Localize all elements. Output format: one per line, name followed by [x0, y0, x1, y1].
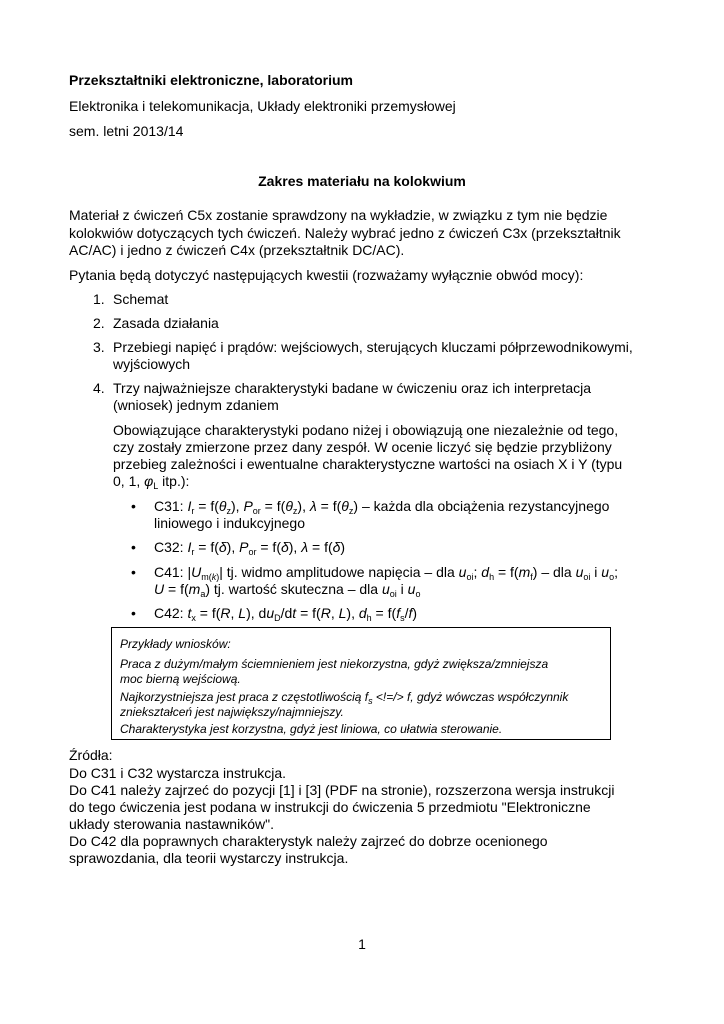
semester-label: sem. letni 2013/14 — [69, 123, 184, 139]
example-line: Najkorzystniejsza jest praca z częstotliwością $f_s$ <!=/> f, gdyż wówczas współczynnik — [120, 690, 569, 706]
list-item: Zasada działania — [113, 315, 219, 331]
page-number: 1 — [358, 936, 366, 952]
bullet-c31: C31: $I_r = f(\theta_z)$, $P_{or} = f(\theta_z)$, $\lambda = f(\theta_z)$ – każda dla obciążenia rezystancyjnego — [154, 498, 610, 516]
bullet-c41: C41: $|U_{m(k)}|$ tj. widmo amplitudowe napięcia – dla $u_{oi}$; $d_h = f(m_f)$ – dla $u_{oi}$ i $u_o$; — [154, 564, 618, 582]
bullet-c41-continued: $U = f(m_a)$ tj. wartość skuteczna – dla $u_{oi}$ i $u_o$ — [154, 581, 421, 599]
examples-title: Przykłady wniosków: — [120, 637, 231, 651]
list-number: 1. — [93, 291, 105, 307]
sources-line: Do C42 dla poprawnych charakterystyk należy zajrzeć do dobrze ocenionego — [69, 833, 548, 849]
list-item-continued: wyjściowych — [113, 356, 191, 372]
list-item: Schemat — [113, 291, 169, 307]
example-line: Praca z dużym/małym ściemnieniem jest niekorzystna, gdyż zwiększa/zmniejsza — [120, 657, 549, 671]
sources-line: sprawozdania, dla teorii wystarczy instrukcja. — [69, 850, 349, 866]
sources-line: do tego ćwiczenia jest podana w instrukcji do ćwiczenia 5 przedmiotu "Elektroniczne — [69, 799, 591, 815]
note-line-1: Obowiązujące charakterystyki podano niżej i obowiązują one niezależnie od tego, — [113, 422, 619, 438]
document-subtitle: Elektronika i telekomunikacja, Układy elektroniki przemysłowej — [69, 98, 456, 114]
sources-line: układy sterowania nastawników". — [69, 816, 274, 832]
list-item: Trzy najważniejsze charakterystyki badane w ćwiczeniu oraz ich interpretacja — [113, 380, 592, 396]
example-line: Charakterystyka jest korzystna, gdyż jest liniowa, co ułatwia sterowanie. — [120, 722, 503, 736]
note-line-4: 0, 1, $\varphi_L$ itp.): — [113, 473, 190, 491]
note-line-2: czy zostały zmierzone przez dany zespół. W ocenie liczyć się będzie przybliżony — [113, 439, 612, 455]
bullet-dot: • — [131, 539, 136, 555]
list-number: 2. — [93, 315, 105, 331]
example-line: moc bierną wejściową. — [120, 672, 241, 686]
note-line-3: przebieg zależności i ewentualne charakterystyczne wartości na osiach X i Y (typu — [113, 456, 623, 472]
section-heading: Zakres materiału na kolokwium — [258, 173, 466, 189]
document-title: Przekształtniki elektroniczne, laboratorium — [69, 72, 353, 88]
list-number: 4. — [93, 380, 105, 396]
questions-intro: Pytania będą dotyczyć następujących kwestii (rozważamy wyłącznie obwód mocy): — [69, 267, 584, 283]
sources-line: Do C41 należy zajrzeć do pozycji [1] i [3] (PDF na stronie), rozszerzona wersja instrukcji — [69, 782, 615, 798]
intro-line-2: kolokwiów dotyczących tych ćwiczeń. Należy wybrać jedno z ćwiczeń C3x (przekształtnik — [69, 225, 621, 241]
bullet-c42: C42: $t_x = f(R$, L), $du_D/dt = f(R$, L), $d_h = f(f_s/f)$ — [154, 605, 418, 623]
sources-line: Do C31 i C32 wystarcza instrukcja. — [69, 765, 287, 781]
intro-line-3: AC/AC) i jedno z ćwiczeń C4x (przekształtnik DC/AC). — [69, 242, 405, 258]
bullet-dot: • — [131, 564, 136, 580]
bullet-dot: • — [131, 605, 136, 621]
list-item-continued: (wniosek) jednym zdaniem — [113, 397, 279, 413]
examples-box — [111, 627, 611, 740]
list-item: Przebiegi napięć i prądów: wejściowych, sterujących kluczami półprzewodnikowymi, — [113, 339, 633, 355]
example-line: zniekształceń jest największy/najmniejszy. — [120, 705, 344, 719]
intro-line-1: Materiał z ćwiczeń C5x zostanie sprawdzony na wykładzie, w związku z tym nie będzie — [69, 207, 608, 223]
sources-heading: Źródła: — [69, 747, 113, 763]
bullet-dot: • — [131, 498, 136, 514]
bullet-c32: C32: $I_r = f(\delta)$, $P_{or} = f(\delta)$, λ = f(δ) — [154, 539, 346, 557]
bullet-c31-continued: liniowego i indukcyjnego — [154, 515, 305, 531]
list-number: 3. — [93, 339, 105, 355]
